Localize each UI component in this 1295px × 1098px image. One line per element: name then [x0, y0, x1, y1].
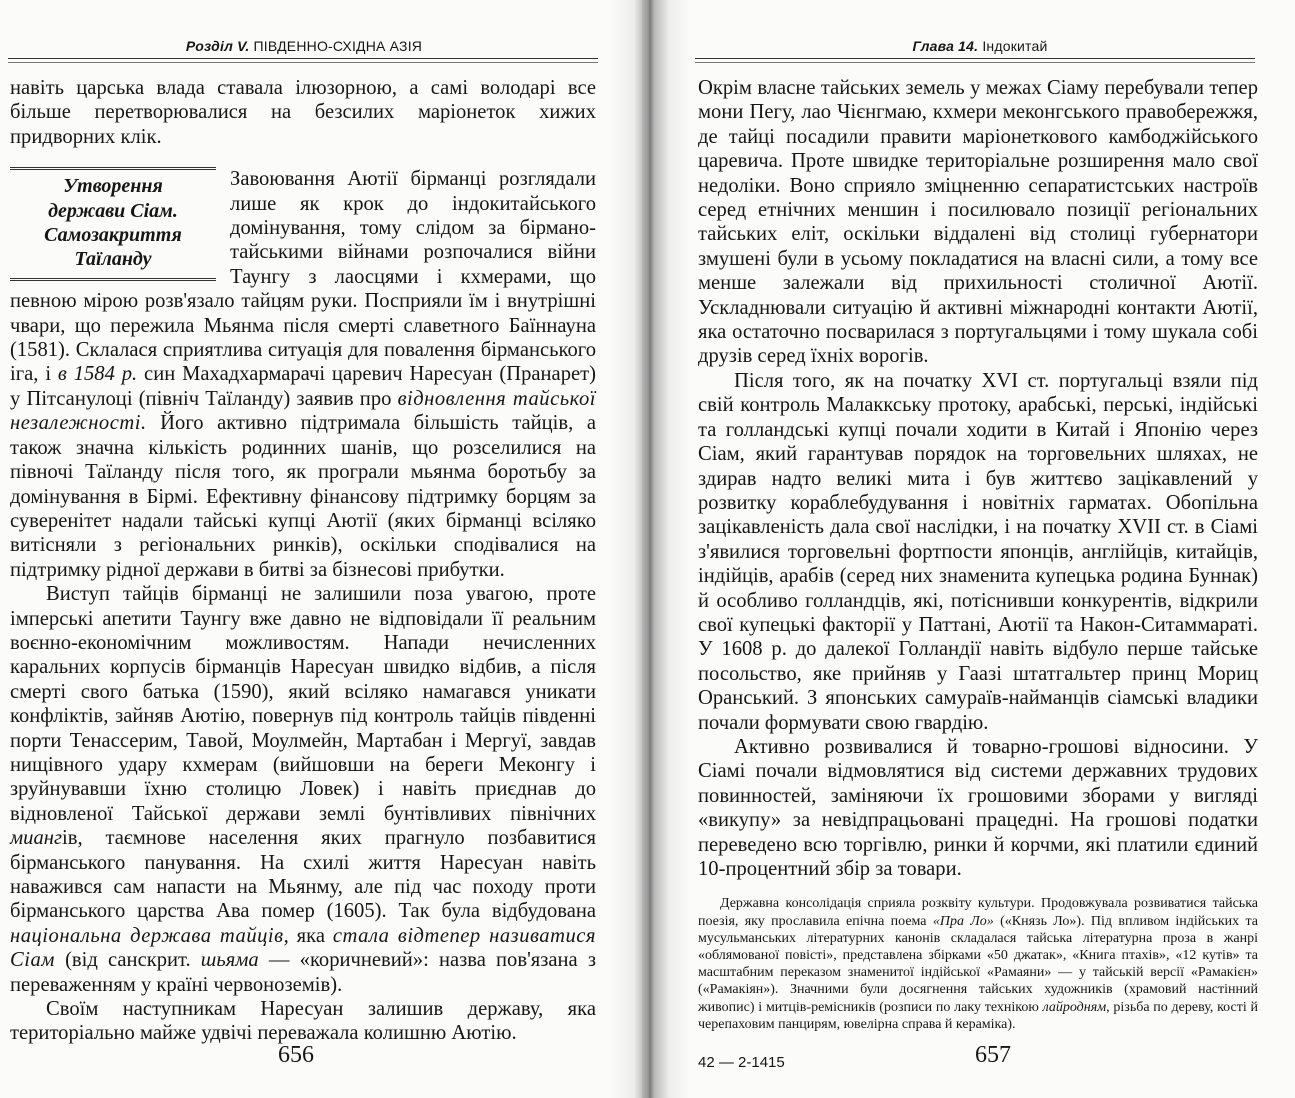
- margin-heading-line: Утворення: [63, 175, 163, 198]
- section-title: ПІВДЕННО-СХІДНА АЗІЯ: [253, 38, 423, 54]
- margin-heading-line: Таїланду: [74, 248, 152, 271]
- header-rule: [8, 58, 598, 63]
- chapter-part-label: Розділ V.: [185, 38, 250, 54]
- paragraph: Активно розвивалися й товарно-грошові відносини. У Сіамі почали відмовлятися від системи державних трудових повинностей, заміняючи їх грошовими зборами у вигляді «викупу» за невідпрацьовані працедні. На грошові податки переведено всю торгівлю, ринки й корчми, які платили єдиний 10-процентний збір за товари.: [698, 735, 1258, 880]
- margin-heading-line: держави Сіам.: [48, 199, 178, 222]
- header-rule: [695, 58, 1255, 63]
- right-body-text: [698, 76, 1258, 1033]
- small-print-note: Державна консолідація сприяла розквіту культури. Продовжувала розвиватися тайська поезія, яку прославила епічна поема «Пра Ло» («Князь Ло»). Під впливом індійських та мусульманських літературних канонів складалася тайська літературна проза в жанрі «облямованої повісті», представлена збірками «50 джатак», «Книга птахів», «12 кутів» та масштабним переказом знаменитої індійської «Рамаяни» — у тайській версії «Рамакієн» («Рамакіян»). Значними були досягнення тайських художників (храмовий настінний живопис) і митців-ремісників (розписи по лаку технікою лайродням, різьба по дереву, кості й черепаховим панцирям, ювелірна справа й кераміка).: [698, 896, 1258, 1032]
- paragraph: Виступ тайців бірманці не залишили поза увагою, проте імперські апетити Таунгу вже давно не відповідали її реальним воєнно-економічним можливостям. Напади нечисленних каральних корпусів бірманців Наресуан швидко відбив, а після смерті свого батька (1590), який всіляко намагався уникати конфліктів, зайняв Аютію, повернув під контроль тайців південні порти Тенассерим, Тавой, Моулмейн, Мартабан і Мергуї, завдав нищівного удару кхмерам (вийшовши на береги Меконгу і зруйнувавши їхню столицю Ловек) і навіть приєднав до відновленої Тайської держави землі бунтівливих північних миангів, таємнове населення яких прагнуло позбавитися бірманського панування. На схилі життя Наресуан навіть наважився сам напасти на Мьянму, але під час походу проти бірманського царства Ава помер (1605). Так була відбудована національна держава тайців, яка стала відтепер називатися Сіам (від санскрит. шьяма — «коричневий»: назва пов'язана з переваженням у країні червоноземів).: [10, 583, 596, 996]
- page-number: 657: [975, 1042, 1011, 1068]
- paragraph: Після того, як на початку XVI ст. португальці взяли під свій контроль Малаккську протоку, арабські, перські, індійські та голландські купці почали ходити в Китай і Японію через Сіам, який гарантував порядок на торговельних шляхах, не здирав надто великі мита і був життєво зацікавлений у розвитку кораблебудування і новітніх гарматах. Обопільна зацікавленість дала свої наслідки, і на початку XVII ст. в Сіамі з'явилися торговельні фортпости японців, англійців, китайців, індійців, арабів (серед них знаменита купецька родина Буннак) й особливо голландців, які, потіснивши конкурентів, відкрили свої купецькі факторії у Паттані, Аютії та Након-Ситаммараті. У 1608 р. до далекої Голландії навіть відбуло перше тайське посольство, яке прийняв у Гаазі штатгальтер принц Мориц Оранський. З японських самураїв-найманців сіамські владики почали формувати свою гвардію.: [698, 369, 1258, 734]
- chapter-title: Індокитай: [982, 38, 1048, 54]
- paragraph: Окрім власне тайських земель у межах Сіаму перебували тепер мони Пегу, лао Чієнгмаю, кхмери меконгського правобережжя, де тайці посадили правити маріонеткового камбоджійського царевича. Проте швидке територіальне розширення мало свої недоліки. Воно сприяло зміцненню сепаратистських настроїв серед етнічних меншин і посилювало позиції регіональних тайських еліт, оскільки віддалені від столиці губернатори змушені були в усьому покладатися на власні сили, а тому все менше залежали від прихильності столичної Аютії. Ускладнювали ситуацію й активні міжнародні контакти Аютії, яка остаточно посварилася з португальцями і тому шукала собі друзів серед їхніх ворогів.: [698, 77, 1258, 368]
- paragraph: Своїм наступникам Наресуан залишив державу, яка територіально майже удвічі переважала колишню Аютію.: [10, 998, 596, 1045]
- margin-heading: [10, 167, 216, 281]
- paragraph: Завоювання Аютії бірманці розглядали лише як крок до індокитайського домінування, тому слідом за бірмано-тайськими війнами розпочалися війни Таунгу з лаосцями і кхмерами, що певною мірою розв'язало тайцям руки. Посприяли їм і внутрішні чвари, що пережила Мьянма після смерті славетного Баїннауна (1581). Склалася сприятлива ситуація для повалення бірманського іга, і в 1584 р. син Махадхармарачі царевич Наресуан (Пранарет) у Пітсанулоці (північ Таїланду) заявив про відновлення тайської незалежності. Його активно підтримала більшість тайців, а також значна кількість родинних шанів, що розселилися на півночі Таїланду після того, як програли мьянма боротьбу за домінування в Бірмі. Ефективну фінансову підтримку борцям за суверенітет надали тайські купці Аютії (яких бірманці всіляко витісняли з регіональних ринків), оскільки сподівалися на підтримку рідної держави в битві за бізнесові прибутки.: [10, 168, 596, 581]
- printer-signature: 42 — 2-1415: [698, 1054, 785, 1071]
- right-page: [650, 0, 1295, 1098]
- margin-heading-line: Самозакриття: [44, 224, 182, 247]
- left-page: [0, 0, 642, 1098]
- paragraph: навіть царська влада ставала ілюзорною, а самі володарі все більше перетворювалися на безсилих маріонеток хижих придворних клік.: [10, 77, 596, 148]
- chapter-label: Глава 14.: [912, 38, 979, 54]
- left-body-text: [10, 76, 596, 1046]
- running-header: [700, 38, 1260, 54]
- page-number: 656: [278, 1042, 314, 1068]
- running-header: [10, 38, 598, 54]
